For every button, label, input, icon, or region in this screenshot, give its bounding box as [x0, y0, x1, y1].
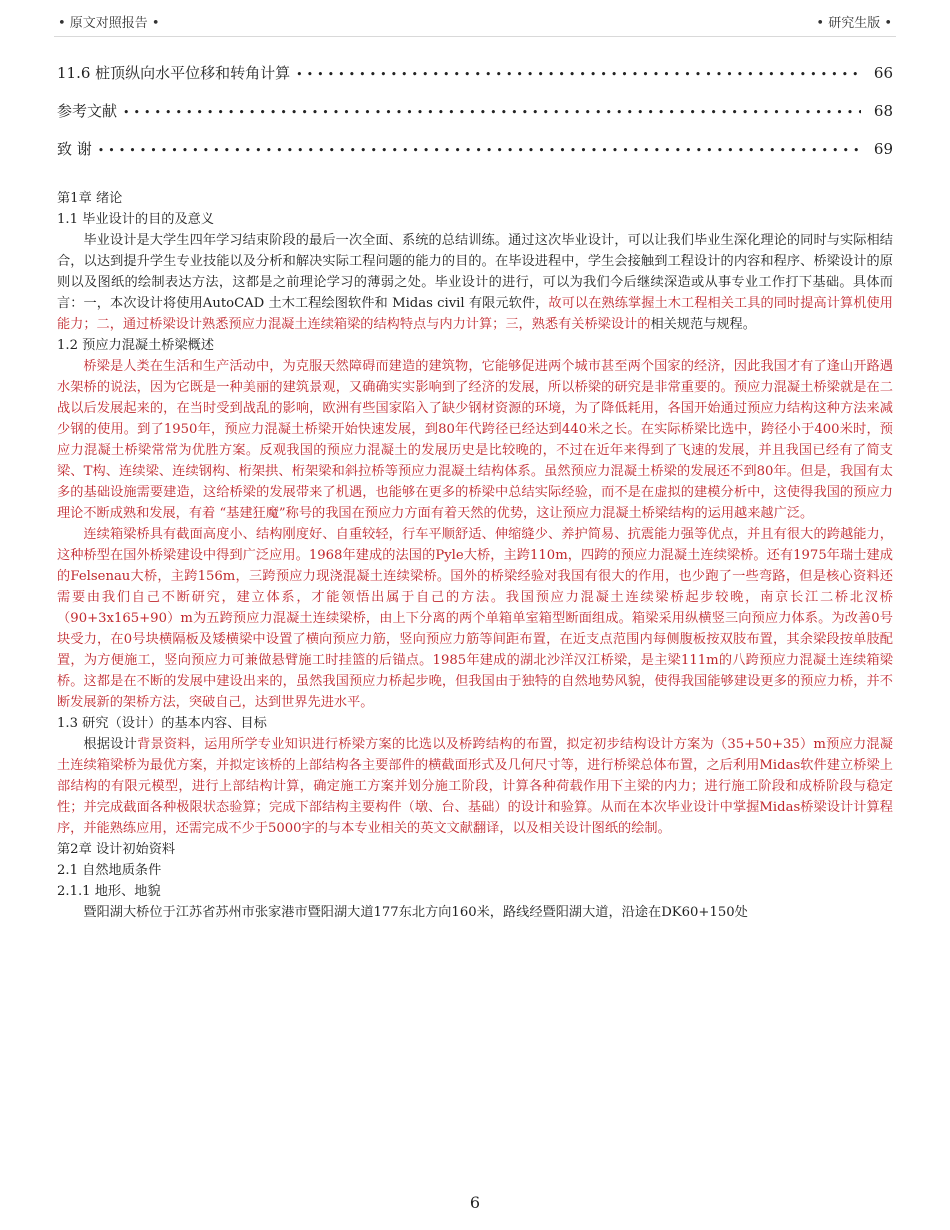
matched-text-span: 故可以在熟练掌握土木工程相关工具的同时提高计算机使用能力；二，通过桥梁设计熟悉预应力混凝土连续箱梁的结构特点与内力计算；三，熟悉有关桥梁设计的: [57, 296, 893, 332]
section-heading: 1.2 预应力混凝土桥梁概述: [57, 338, 215, 353]
page-number: 6: [469, 1193, 481, 1212]
paragraph: 桥梁是人类在生活和生产活动中，为克服天然障碍而建造的建筑物，它能够促进两个城市甚至两个国家的经济，因此我国才有了逢山开路遇水架桥的说法，因为它既是一种美丽的建筑景观，又确确实实影响到了经济的发展，所以桥梁的研究是非常重要的。预应力混凝土桥梁就是在二战以后发展起来的，在当时受到战乱的影响，欧洲有些国家陷入了缺少钢材资源的环境，为了降低耗用，各国开始通过预应力结构这种方法来减少钢的使用。到了1950年，预应力混凝土桥梁开始快速发展，到80年代跨径已经达到440米之长。在实际桥梁比选中，跨径小于400米时，预应力混凝土桥梁常常为优胜方案。反观我国的预应力混凝土的发展历史是比较晚的，不过在近年来得到了飞速的发展，并且我国已经有了简支梁、T构、连续梁、连续钢构、桁架拱、桁架梁和斜拉桥等预应力混凝土结构体系。虽然预应力混凝土桥梁的发展还不到80年。但是，我国有太多的基础设施需要建造，这给桥梁的发展带来了机遇，也能够在更多的桥梁中总结实际经验，而不是在虚拟的建模分析中，这使得我国的预应力理论不断成熟和发展，有着 “基建狂魔”称号的我国在预应力方面有着天然的优势，这让预应力混凝土桥梁结构的运用越来越广泛。: [57, 359, 893, 521]
chapter-heading: 第1章 绪论: [57, 191, 123, 206]
toc-leader-dots: [123, 106, 861, 119]
paragraph: [57, 734, 893, 839]
header-divider: [54, 36, 896, 37]
document-body: [57, 188, 893, 923]
toc-leader-dots: [296, 68, 861, 81]
header-right-label: • 研究生版 •: [816, 15, 892, 31]
toc-entry-page: 68: [873, 102, 893, 120]
original-text-span: 根据设计: [83, 737, 138, 752]
section-heading: 1.3 研究（设计）的基本内容、目标: [57, 716, 267, 731]
section-heading: 1.1 毕业设计的目的及意义: [57, 212, 215, 227]
toc-entry-page: 69: [873, 140, 893, 158]
subsection-heading: 2.1.1 地形、地貌: [57, 884, 161, 899]
original-text-span: 毕业设计是大学生四年学习结束阶段的最后一次全面、系统的总结训练。通过这次毕业设计，可以让我们毕业生深化理论的同时与实际相结合，以达到提升学生专业技能以及分析和解决实际工程问题的能力的目的。在毕设进程中，学生会接触到工程设计的内容和程序、桥梁设计的原则以及图纸的绘制表达方法，这都是之前理论学习的薄弱之处。毕业设计的进行，可以为我们今后继续深造或从事专业工作打下基础。具体而言：一，本次设计将使用AutoCAD 土木工程绘图软件和 Midas civil 有限元软件，: [57, 233, 893, 311]
table-of-contents: [57, 62, 893, 176]
paragraph: 连续箱梁桥具有截面高度小、结构刚度好、自重较轻，行车平顺舒适、伸缩缝少、养护简易、抗震能力强等优点，并且有很大的跨越能力，这种桥型在国外桥梁建设中得到广泛应用。1968年建成的法国的Pyle大桥，主跨110m，四跨的预应力混凝土连续梁桥。还有1975年瑞士建成的Felsenau大桥，主跨156m，三跨预应力现浇混凝土连续梁桥。国外的桥梁经验对我国有很大的作用，也少跑了一些弯路，但是核心资料还需要由我们自己不断研究，建立体系，才能领悟出属于自己的方法。我国预应力混凝土连续梁桥起步较晚，南京长江二桥北汊桥（90+3x165+90）m为五跨预应力混凝土连续梁桥，由上下分离的两个单箱单室箱型断面组成。箱梁采用纵横竖三向预应力体系。为改善0号块受力，在0号块横隔板及矮横梁中设置了横向预应力筋，竖向预应力筋等间距布置，在近支点范围内每侧腹板按双肢布置，其余梁段按单肢配置，为方便施工，竖向预应力可兼做悬臂施工时挂篮的后锚点。1985年建成的湖北沙洋汉江桥梁，是主梁111m的八跨预应力混凝土连续箱梁桥。这都是在不断的发展中建设出来的，虽然我国预应力桥起步晚，但我国由于独特的自然地势风貌，使得我国能够建设更多的预应力桥，并不断发展新的架桥方法，突破自己，达到世界先进水平。: [57, 527, 893, 710]
toc-leader-dots: [98, 144, 861, 157]
original-text-span: 相关规范与规程。: [650, 317, 756, 332]
toc-entry[interactable]: [57, 100, 893, 138]
toc-entry-label: 致 谢: [57, 140, 92, 158]
toc-entry-label: 参考文献: [57, 102, 118, 120]
toc-entry[interactable]: [57, 138, 893, 176]
paragraph: 暨阳湖大桥位于江苏省苏州市张家港市暨阳湖大道177东北方向160米，路线经暨阳湖大道，沿途在DK60+150处: [83, 905, 748, 920]
section-heading: 2.1 自然地质条件: [57, 863, 162, 878]
matched-text-span: 背景资料，运用所学专业知识进行桥梁方案的比选以及桥跨结构的布置，拟定初步结构设计方案为（35+50+35）m预应力混凝土连续箱梁桥为最优方案，并拟定该桥的上部结构各主要部件的横截面形式及几何尺寸等，进行桥梁总体布置，之后利用Midas软件建立桥梁上部结构的有限元模型，进行上部结构计算，确定施工方案并划分施工阶段，计算各种荷载作用下主梁的内力；进行施工阶段和成桥阶段与稳定性；并完成截面各种极限状态验算；完成下部结构主要构件（墩、台、基础）的设计和验算。从而在本次毕业设计中掌握Midas桥梁设计计算程序，并能熟练应用，还需完成不少于5000字的与本专业相关的英文文献翻译，以及相关设计图纸的绘制。: [57, 737, 893, 836]
toc-entry-label: 11.6 桩顶纵向水平位移和转角计算: [57, 64, 291, 82]
toc-entry-page: 66: [873, 64, 893, 82]
chapter-heading: 第2章 设计初始资料: [57, 842, 176, 857]
paragraph: [57, 230, 893, 335]
header-left-label: • 原文对照报告 •: [58, 15, 160, 31]
toc-entry[interactable]: [57, 62, 893, 100]
report-header: [58, 10, 892, 32]
